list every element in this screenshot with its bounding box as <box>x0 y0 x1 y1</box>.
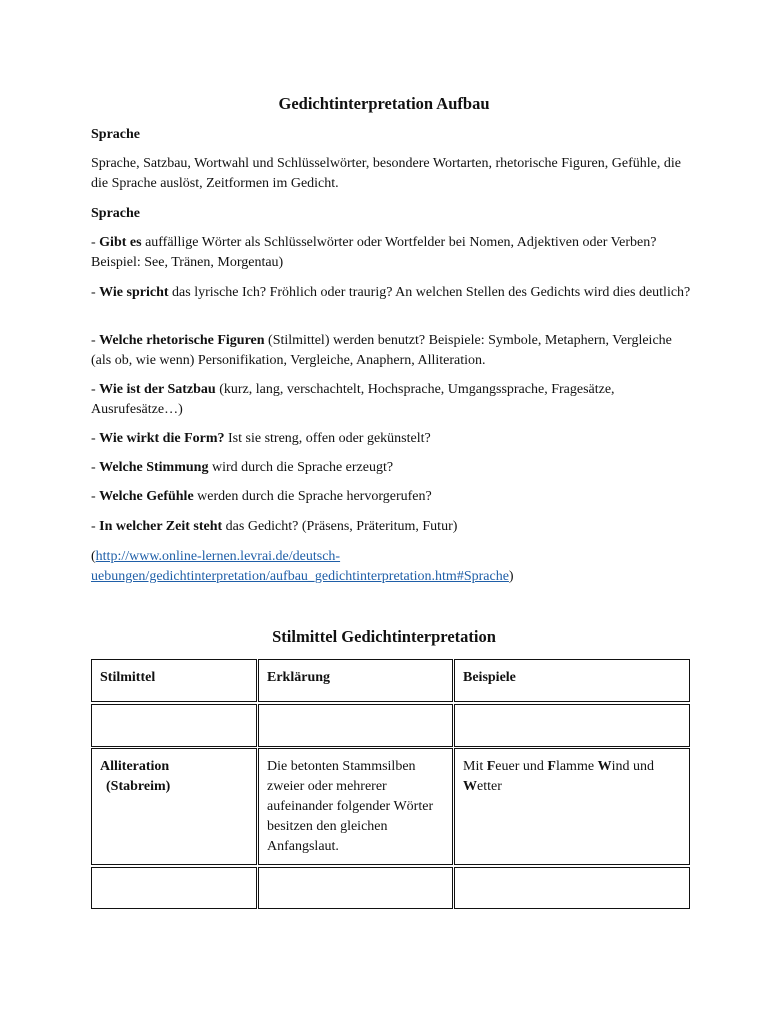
example-fragment: F <box>547 759 556 774</box>
question-prefix: - <box>91 519 100 534</box>
question-keyword: Welche Stimmung <box>99 460 209 475</box>
source-url-line1: http://www.online-lernen.levrai.de/deutsch- <box>95 549 341 564</box>
question-keyword: Wie ist der Satzbau <box>99 382 216 397</box>
table-cell-explanation: Die betonten Stammsilben zweier oder mehrerer aufeinander folgender Wörter besitzen den gleichen Anfangslaut. <box>258 748 453 865</box>
table-title: Stilmittel Gedichtinterpretation <box>272 627 496 646</box>
question-item <box>91 429 691 449</box>
source-reference <box>91 547 691 587</box>
table-cell-empty <box>91 867 257 909</box>
term-alliteration: Alliteration <box>100 759 170 774</box>
example-fragment: F <box>486 759 496 774</box>
question-item <box>91 487 691 507</box>
question-text: (kurz, lang, verschachtelt, Hochsprache, Umgangssprache, Fragesätze, Ausrufesätze…) <box>91 382 615 417</box>
question-keyword: Welche rhetorische Figuren <box>99 333 265 348</box>
example-text <box>463 759 654 794</box>
question-text: das lyrische Ich? Fröhlich oder traurig? An welchen Stellen des Gedichts wird dies deutlich? <box>168 285 691 300</box>
question-prefix: - <box>91 382 100 397</box>
question-text: auffällige Wörter als Schlüsselwörter oder Wortfelder bei Nomen, Adjektiven oder Verben? Beispiel: See, Tränen, Morgentau) <box>91 235 657 270</box>
page-title: Gedichtinterpretation Aufbau <box>278 94 490 113</box>
table-cell-example <box>454 748 690 865</box>
source-close-paren: ) <box>508 569 514 584</box>
question-keyword: Welche Gefühle <box>99 489 194 504</box>
example-fragment: ind und <box>611 759 654 774</box>
example-fragment: W <box>597 759 612 774</box>
question-text: (Stilmittel) werden benutzt? Beispiele: Symbole, Metaphern, Vergleiche (als ob, wie wenn) Personifikation, Vergleiche, Anaphern, Alliteration. <box>91 333 672 368</box>
section-heading-sprache-1: Sprache <box>91 127 140 142</box>
question-keyword: In welcher Zeit steht <box>99 519 223 534</box>
question-prefix: - <box>91 431 100 446</box>
question-item <box>91 233 691 273</box>
table-cell-empty <box>258 704 453 747</box>
table-cell-empty <box>454 704 690 747</box>
example-fragment: lamme <box>555 759 598 774</box>
question-keyword: Wie spricht <box>99 285 169 300</box>
question-prefix: - <box>91 333 100 348</box>
table-cell-empty <box>454 867 690 909</box>
table-cell-term <box>91 748 257 865</box>
source-open-paren: ( <box>91 549 96 564</box>
question-text: Ist sie streng, offen oder gekünstelt? <box>224 431 431 446</box>
question-item <box>91 517 691 537</box>
question-prefix: - <box>91 285 100 300</box>
example-fragment: Mit <box>463 759 487 774</box>
table-header-erklaerung: Erklärung <box>258 659 453 702</box>
question-prefix: - <box>91 235 100 250</box>
table-header-beispiele: Beispiele <box>454 659 690 702</box>
table-cell-empty <box>258 867 453 909</box>
term-stabreim: (Stabreim) <box>106 779 171 794</box>
question-text: werden durch die Sprache hervorgerufen? <box>193 489 432 504</box>
example-fragment: W <box>463 779 477 794</box>
source-url-line2: uebungen/gedichtinterpretation/aufbau_gedichtinterpretation.htm#Sprache <box>91 569 509 584</box>
question-item <box>91 380 691 420</box>
table-header-stilmittel: Stilmittel <box>91 659 257 702</box>
question-prefix: - <box>91 489 100 504</box>
section-intro-text: Sprache, Satzbau, Wortwahl und Schlüsselwörter, besondere Wortarten, rhetorische Figuren, Gefühle, die die Sprache auslöst, Zeitformen im Gedicht. <box>91 156 681 191</box>
section-heading-sprache-2: Sprache <box>91 206 140 221</box>
question-keyword: Wie wirkt die Form? <box>99 431 225 446</box>
example-fragment: euer und <box>495 759 548 774</box>
question-keyword: Gibt es <box>99 235 142 250</box>
table-cell-empty <box>91 704 257 747</box>
question-text: das Gedicht? (Präsens, Präteritum, Futur) <box>222 519 458 534</box>
question-item <box>91 283 691 303</box>
example-fragment: etter <box>477 779 502 794</box>
question-item <box>91 331 691 371</box>
question-item <box>91 458 691 478</box>
source-link[interactable] <box>91 549 509 584</box>
question-prefix: - <box>91 460 100 475</box>
question-text: wird durch die Sprache erzeugt? <box>208 460 394 475</box>
